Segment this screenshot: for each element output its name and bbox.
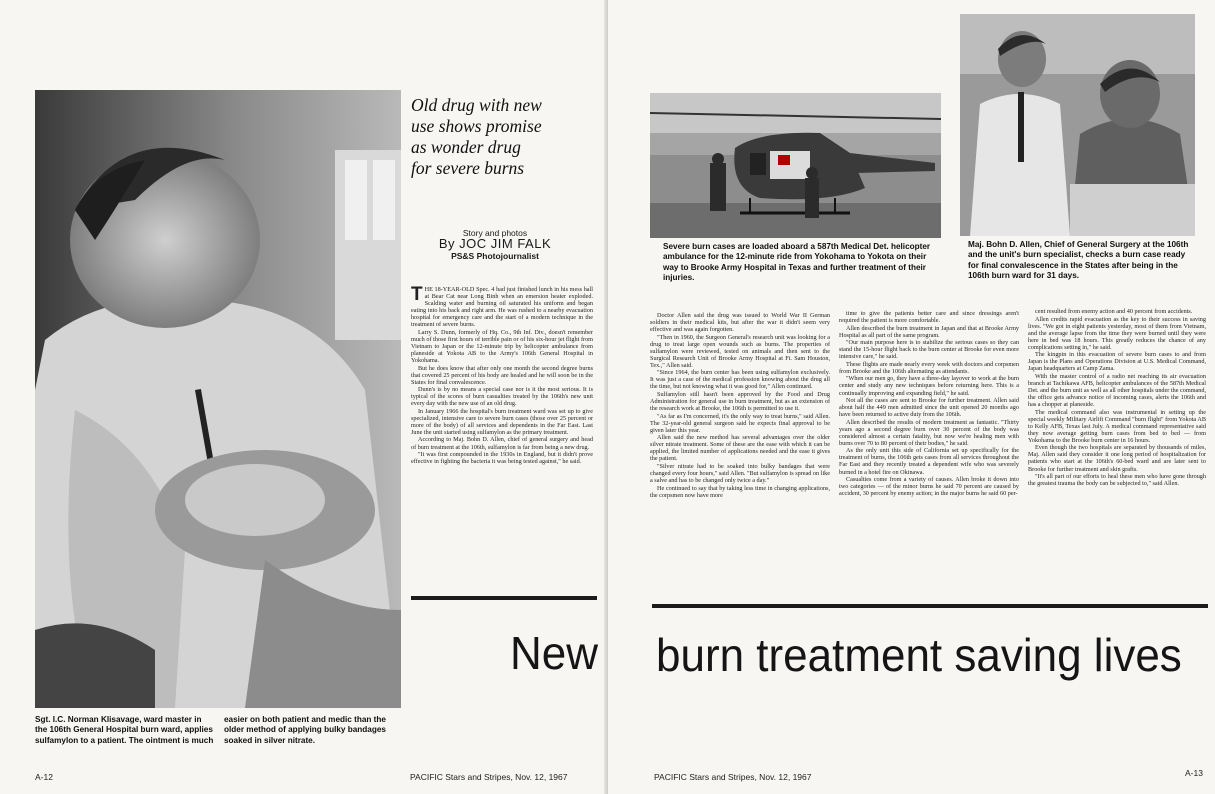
article-paragraph: Dunn's is by no means a special case nor is it the most serious. It is typical of the scores of burn casualties treated by the 106th's new unit every day with the new use of an old drug. [411, 386, 593, 408]
left-photo-caption-b: easier on both patient and medic than the older method of applying bulky bandages soaked in silver nitrate. [224, 715, 386, 745]
doctor-patient-photo [960, 14, 1195, 236]
article-paragraph: "It was first compounded in the 1930s in England, but it didn't prove effective in fighting the bacteria it was being tested against," he said. [411, 451, 593, 466]
article-column-4 [1028, 308, 1206, 588]
article-paragraph: According to Maj. Bohn D. Allen, chief of general surgery and head of burn treatment at the 106th, sulfamylon is far from being a new drug. [411, 436, 593, 451]
article-paragraph: These flights are made nearly every week with doctors and corpsmen from Brooke and the 106th alternating as attendants. [839, 360, 1019, 375]
helicopter-photo [650, 93, 941, 238]
title-rule-right [652, 604, 1208, 608]
headline-line: for severe burns [411, 158, 525, 178]
article-column-1 [411, 286, 593, 581]
byline-organization: PS&S Photojournalist [451, 251, 539, 261]
headline-line: Old drug with new [411, 95, 542, 115]
title-new: New [510, 628, 599, 680]
medic-applying-ointment-photo [35, 90, 401, 708]
page-number-right: A-13 [1185, 768, 1203, 778]
article-paragraph: "It's all part of our efforts to heal these men who have gone through the greatest trauma the body can be subjected to," said Allen. [1028, 473, 1206, 488]
article-paragraph: As the only unit this side of California set up specifically for the treatment of burns, the 106th gets cases from all services throughout the Far East and they recently treated a dependent wife who was severely burned in a hotel fire on Okinawa. [839, 447, 1019, 476]
publication-line-right: PACIFIC Stars and Stripes, Nov. 12, 1967 [654, 772, 812, 782]
article-paragraph: Even though the two hospitals are separated by thousands of miles, Maj. Allen said they consider it one long period of hospitalization for patients who start at the 106th's 60-bed ward and are later sent to Brooke for further treatment and skin grafts. [1028, 444, 1206, 473]
article-paragraph: "When our men go, they have a three-day layover to work at the burn center and study any new techniques before returning here. This is a continually improving and expanding field," he said. [839, 375, 1019, 397]
article-column-2 [650, 312, 830, 588]
left-photo-caption-a: Sgt. I.C. Norman Klisavage, ward master in the 106th General Hospital burn ward, applies sulfamylon to a patient. The ointment is much [35, 715, 214, 745]
story-headline [411, 95, 591, 179]
article-paragraph: Not all the cases are sent to Brooke for further treatment. Allen said about half the 449 men admitted since the unit opened 20 months ago have been returned to active duty from the 106th. [839, 397, 1019, 419]
page-number-left: A-12 [35, 772, 53, 782]
article-paragraph: "Our main purpose here is to stabilize the serious cases so they can stand the 15-hour flight back to the burn center at Brooke for even more intensive care," he said. [839, 339, 1019, 361]
publication-line-left: PACIFIC Stars and Stripes, Nov. 12, 1967 [410, 772, 568, 782]
article-paragraph: "Since 1964, the burn center has been using sulfamylon exclusively. It was just a case of the medical profession knowing about the drug all the time, but not knowing what it was good for," Allen continued. [650, 369, 830, 391]
drop-cap: T [411, 286, 423, 305]
article-paragraph: "As far as I'm concerned, it's the only way to treat burns," said Allen. The 32-year-old general surgeon said he expects final approval to be given later this year. [650, 412, 830, 434]
byline-credit: Story and photos [462, 228, 528, 238]
article-paragraph: "Then in 1960, the Surgeon General's research unit was looking for a drug to treat large open wounds such as burns. The properties of sulfamylon were reviewed, tested on animals and then sent to the Surgical Research Unit of Brooke Army Hospital at Ft. Sam Houston, Tex.," Allen said. [650, 333, 830, 369]
byline-author: By JOC JIM FALK [438, 236, 552, 251]
article-paragraph: Larry S. Dunn, formerly of Hq. Co., 9th Inf. Div., doesn't remember much of those first hours of terrible pain or of his six-hour jet flight from Vietnam to Japan or the 12-minute trip by helicopter ambulance from planeside at Yokota AB to the Army's 106th General Hospital in Yokohama. [411, 328, 593, 364]
article-paragraph: Allen described the burn treatment in Japan and that at Brooke Army Hospital as all part of the same program. [839, 324, 1019, 339]
left-page [0, 0, 607, 794]
title-rule-left [411, 596, 597, 600]
article-paragraph: Doctor Allen said the drug was issued to World War II German soldiers in their medical kits, but after the war it didn't seem very effective and was again forgotten. [650, 312, 830, 334]
article-paragraph: Sulfamylon still hasn't been approved by the Food and Drug Administration for general use in burn treatment, but as an extension of the research work at Brooke, the 106th is permitted to use it. [650, 391, 830, 413]
article-column-3 [839, 310, 1019, 588]
article-paragraph: In January 1966 the hospital's burn treatment ward was set up to give specialized, intensive care to severe burn cases (those over 25 percent or more of the body) of all services and dependents in the Far East. Last June the unit started using sulfamylon as the primary treatment. [411, 407, 593, 436]
article-lead: THE 18-YEAR-OLD Spec. 4 had just finished lunch in his mess hall at Bear Cat near Long Binh when an emersion heater exploded. Scalding water and burning oil saturated his uniform and began eating into his back and right arm. He was rushed to a nearby evacuation hospital for emergency care and the start of a modern technique in the treatment of severe burns. [411, 286, 593, 329]
article-paragraph: Allen credits rapid evacuation as the key to their success in saving lives. "We got in eight patients yesterday, most of them from Vietnam, and the average lapse from the time they were burned until they were here in bed was 18 hours. This greatly reduces the chance of any complications setting in," he said. [1028, 315, 1206, 351]
article-paragraph: Allen described the results of modern treatment as fantastic. "Thirty years ago a second degree burn over 30 percent of the body was considered almost a certain fatality, but now we're healing men with burns over 70 to 80 percent of their bodies," he said. [839, 418, 1019, 447]
article-paragraph: time to give the patients better care and since dressings aren't required the patient is more comfortable. [839, 310, 1019, 325]
right-page [608, 0, 1215, 794]
article-paragraph: He continued to say that by taking less time in changing applications, the corpsmen now have more [650, 484, 830, 499]
helicopter-caption: Severe burn cases are loaded aboard a 587th Medical Det. helicopter ambulance for the 12-minute ride from Yokohama to Yokota on their way to Brooke Army Hospital in Texas and further treatment of their injuries. [663, 242, 931, 283]
article-paragraph: The medical command also was instrumental in setting up the special weekly Military Airlift Command "burn flight" from Yokota AB to Kelly AFB, Texas last July. A medical command representative said they now average getting burn cases from bed to bed — from Yokohama to the Brooke burn center in 16 hours. [1028, 408, 1206, 444]
title-phrase: burn treatment saving lives [656, 630, 1182, 682]
article-paragraph: With the master control of a radio net reaching its air evacuation branch at Tachikawa AFB, helicopter ambulances of the 587th Medical Det. and the burn unit as well as all other hospitals under the command, the office gets advance notice of incoming cases, alerts the 106th and has a chopper at planeside. [1028, 372, 1206, 409]
doctor-caption: Maj. Bohn D. Allen, Chief of General Surgery at the 106th and the unit's burn specialist, checks a burn case ready for final convalescence in the States after being in the 106th burn ward for 31 days. [968, 240, 1189, 281]
article-paragraph: Casualties come from a variety of causes. Allen broke it down into two categories — of the minor burns he said 70 percent are caused by accident, 30 percent by enemy action; in the major burns he said 60 per- [839, 476, 1019, 498]
article-paragraph: The kingpin in this evacuation of severe burn cases to and from Japan is the Plans and Operations Division at U.S. Medical Command, Japan headquarters at Camp Zama. [1028, 351, 1206, 373]
headline-line: as wonder drug [411, 137, 521, 157]
article-paragraph: Allen said the new method has several advantages over the older silver nitrate treatment. Some of these are the ease with which it can be applied, the limited number of applications needed and the ease it gives the patient. [650, 434, 830, 463]
headline-line: use shows promise [411, 116, 542, 136]
article-paragraph: But he does know that after only one month the second degree burns that covered 25 percent of his body are healed and he will soon be in the States for final convalescence. [411, 364, 593, 386]
article-paragraph: cent resulted from enemy action and 40 percent from accidents. [1035, 308, 1193, 315]
article-paragraph: "Silver nitrate had to be soaked into bulky bandages that were changed every four hours," said Allen. "But sulfamylon is spread on like a salve and has to be changed only twice a day." [650, 462, 830, 485]
